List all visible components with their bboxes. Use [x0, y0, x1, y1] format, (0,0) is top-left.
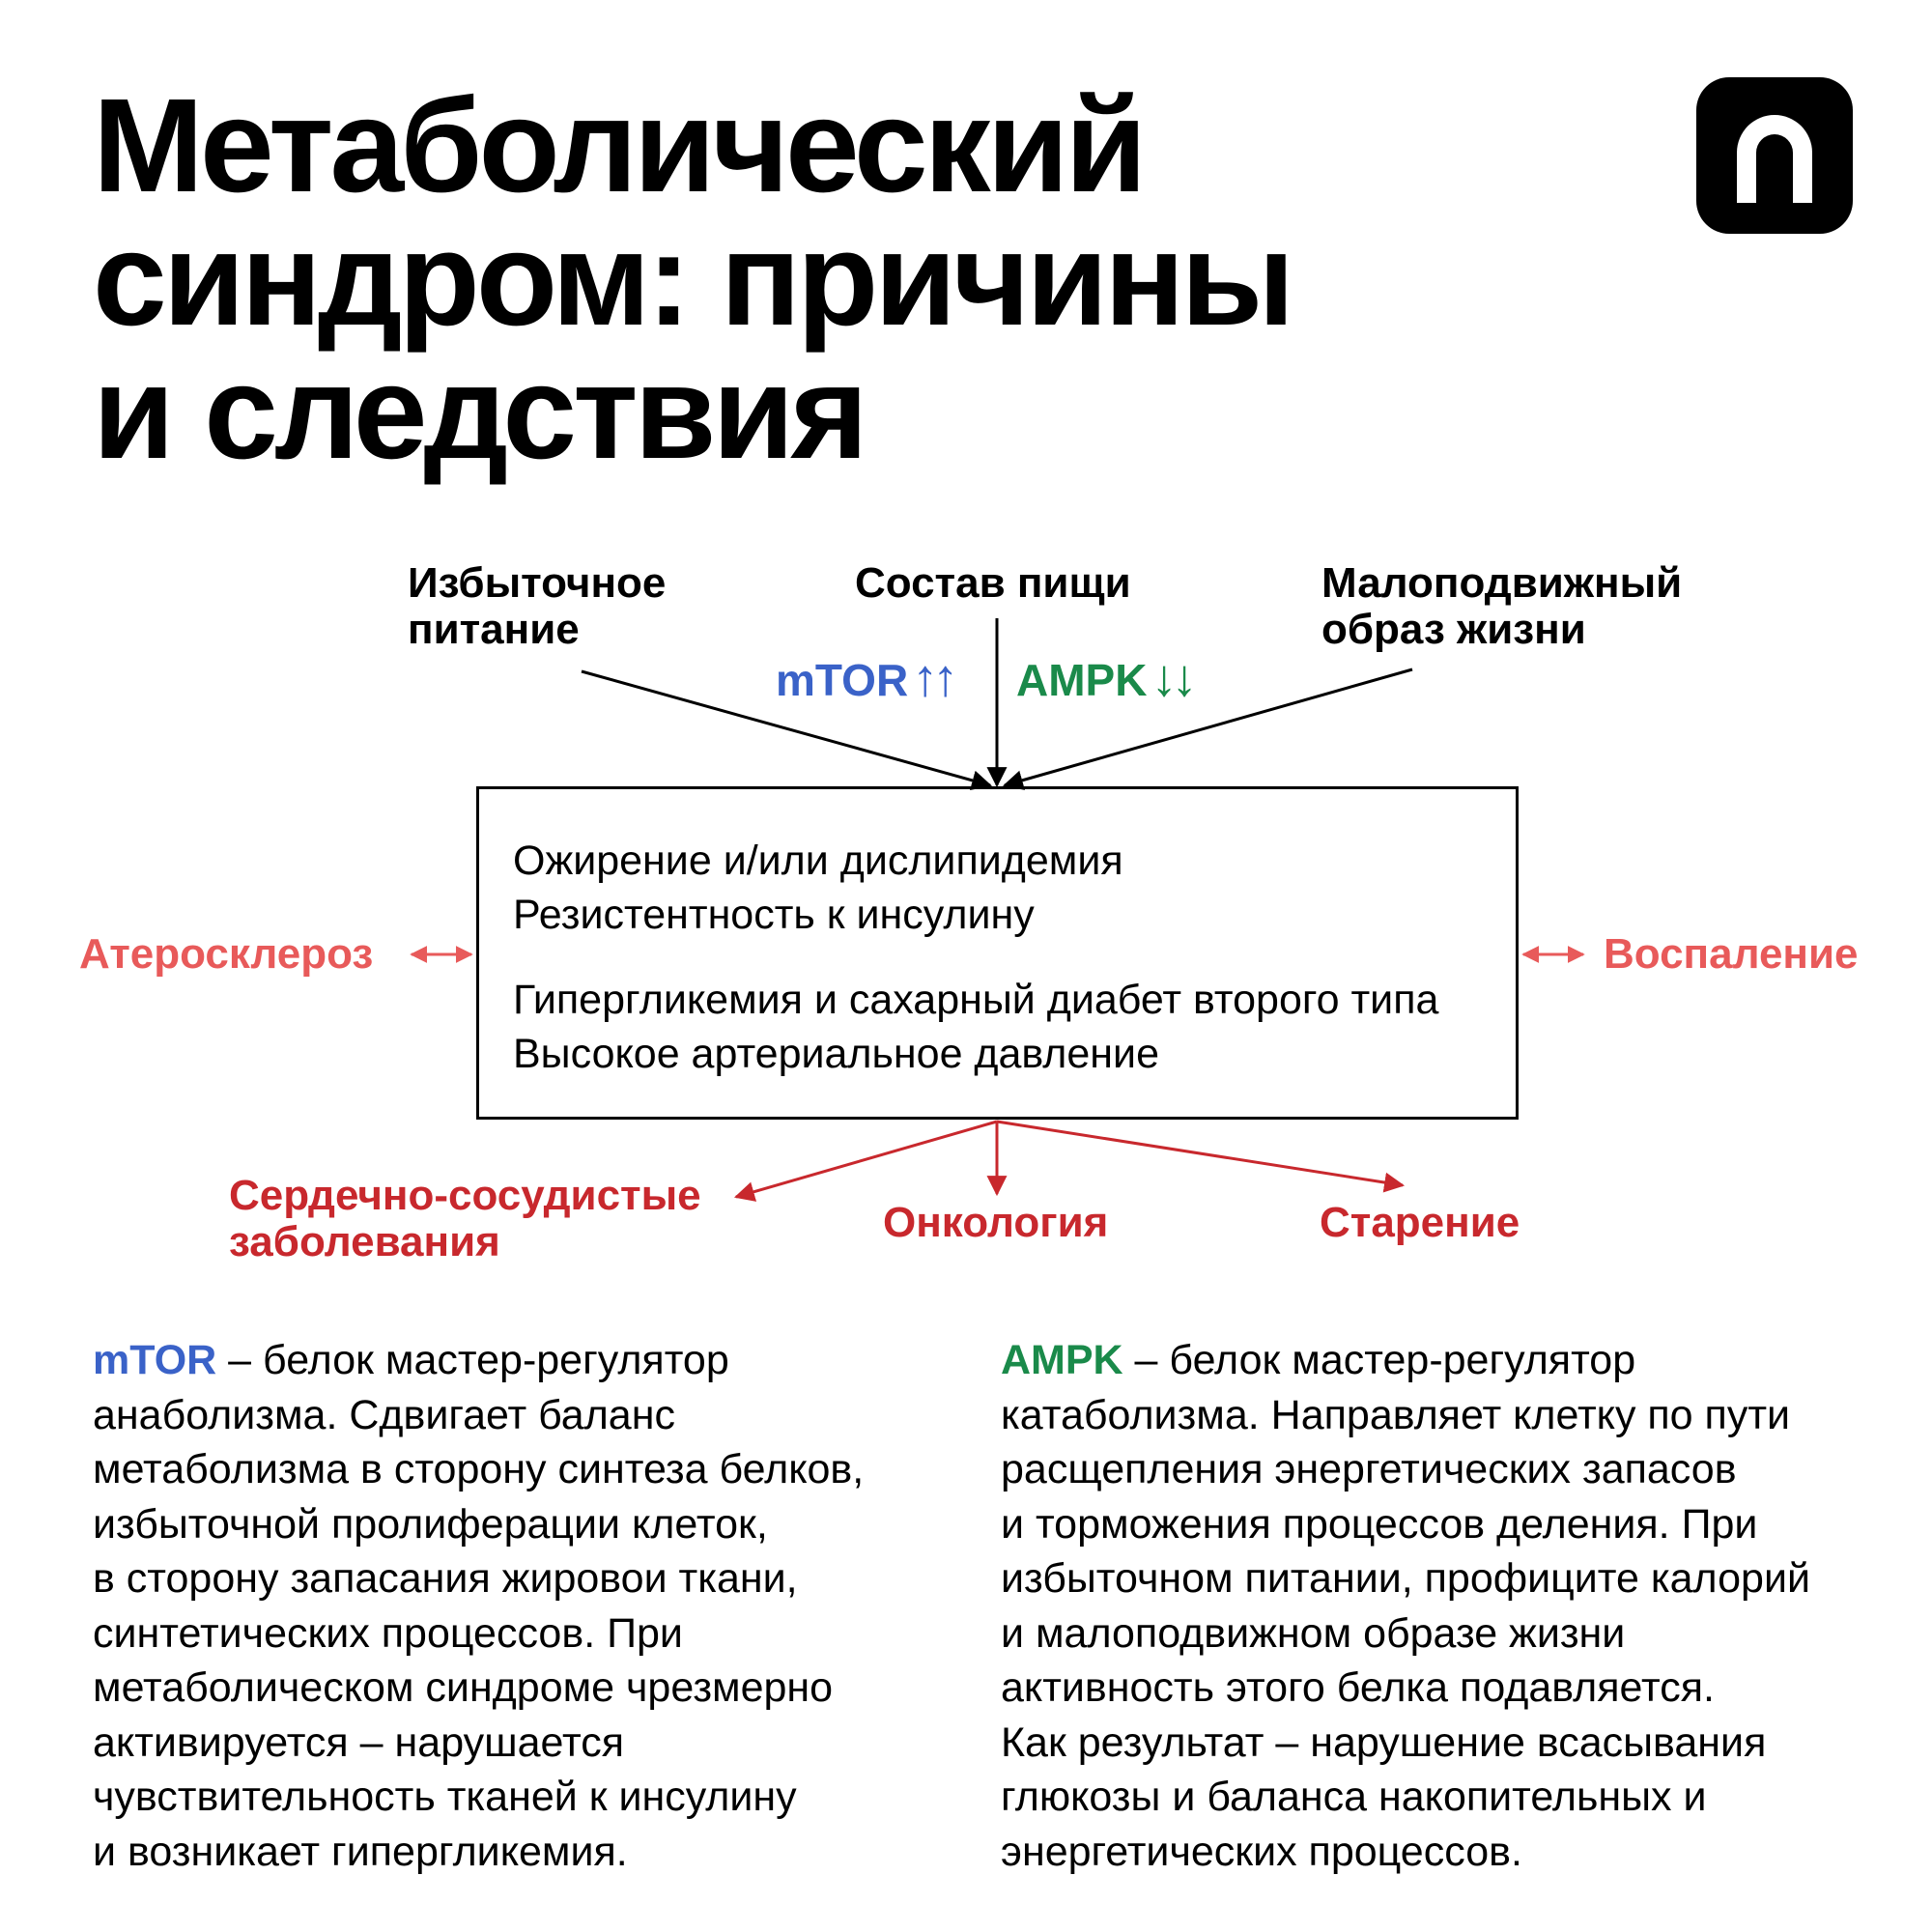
marker-mtor — [776, 649, 953, 707]
desc-ampk-line-6: и малоподвижном образе жизни — [1001, 1609, 1626, 1657]
marker-ampk — [1016, 649, 1192, 707]
desc-ampk-line-9: глюкозы и баланса накопительных и — [1001, 1774, 1707, 1820]
cause-overeating — [408, 560, 666, 653]
desc-ampk-term: AMPK — [1001, 1337, 1123, 1383]
description-ampk — [1001, 1333, 1810, 1879]
desc-ampk-line-2: катаболизма. Направляет клетку по пути — [1001, 1391, 1791, 1438]
effect-cardio — [229, 1173, 701, 1265]
desc-mtor-term: mTOR — [93, 1337, 217, 1383]
cause-overeating-line-2: питание — [408, 606, 580, 653]
side-atherosclerosis: Атеросклероз — [79, 930, 374, 978]
desc-ampk-line-8: Как результат – нарушение всасывания — [1001, 1719, 1767, 1766]
effect-oncology: Онкология — [883, 1199, 1109, 1246]
syndrome-line-3: Гипергликемия и сахарный диабет второго типа — [513, 977, 1439, 1023]
desc-ampk-line-4: и торможения процессов деления. При — [1001, 1500, 1758, 1548]
desc-ampk-text-0: – белок мастер-регулятор — [1122, 1337, 1636, 1383]
desc-mtor-line-6: синтетических процессов. При — [93, 1609, 683, 1657]
desc-mtor-line-10: и возникает гипергликемия. — [93, 1828, 628, 1875]
desc-mtor-line-3: метаболизма в сторону синтеза белков, — [93, 1446, 865, 1492]
cause-overeating-line-1: Избыточное — [408, 559, 667, 607]
effect-cardio-line-1: Сердечно-сосудистые — [229, 1172, 701, 1219]
description-mtor — [93, 1333, 864, 1879]
desc-mtor-line-8: активируется – нарушается — [93, 1719, 625, 1766]
desc-mtor-line-2: анаболизма. Сдвигает баланс — [93, 1391, 675, 1438]
cause-sedentary-line-1: Малоподвижный — [1321, 559, 1683, 607]
cause-diet: Состав пищи — [855, 559, 1131, 607]
title-line-2: синдром: причины — [93, 205, 1292, 354]
arrow-box-to-aging — [997, 1122, 1403, 1185]
down-arrows-icon: ↓↓ — [1151, 649, 1192, 707]
desc-mtor-line-7: метаболическом синдроме чрезмерно — [93, 1664, 834, 1711]
desc-ampk-line-3: расщепления энергетических запасов — [1001, 1446, 1737, 1492]
desc-ampk-line-7: активность этого белка подавляется. — [1001, 1664, 1715, 1711]
desc-mtor-line-1 — [93, 1333, 864, 1388]
up-arrows-icon: ↑↑ — [912, 649, 953, 707]
effect-cardio-line-2: заболевания — [229, 1218, 500, 1265]
desc-mtor-line-5: в сторону запасания жировои ткани, — [93, 1555, 798, 1602]
syndrome-line-4: Высокое артериальное давление — [513, 1031, 1159, 1077]
desc-ampk-line-10: энергетических процессов. — [1001, 1828, 1522, 1875]
title-line-3: и следствия — [93, 338, 865, 487]
cause-sedentary — [1321, 560, 1682, 653]
arrow-box-to-cardio — [736, 1122, 997, 1197]
side-inflammation: Воспаление — [1604, 930, 1859, 978]
desc-ampk-line-5: избыточном питании, профиците калорий — [1001, 1555, 1810, 1602]
cause-sedentary-line-2: образ жизни — [1321, 606, 1586, 653]
marker-mtor-label: mTOR — [776, 655, 909, 705]
effect-aging: Старение — [1320, 1199, 1520, 1246]
syndrome-line-2: Резистентность к инсулину — [513, 892, 1035, 938]
desc-mtor-text-0: – белок мастер-регулятор — [216, 1337, 729, 1383]
desc-mtor-line-4: избыточной пролиферации клеток, — [93, 1500, 768, 1548]
desc-ampk-line-1 — [1001, 1333, 1810, 1388]
title-line-1: Метаболический — [93, 71, 1144, 220]
syndrome-line-1: Ожирение и/или дислипидемия — [513, 838, 1123, 884]
syndrome-box — [476, 786, 1519, 1120]
marker-ampk-label: AMPK — [1016, 655, 1148, 705]
desc-mtor-line-9: чувствительность тканей к инсулину — [93, 1774, 797, 1820]
